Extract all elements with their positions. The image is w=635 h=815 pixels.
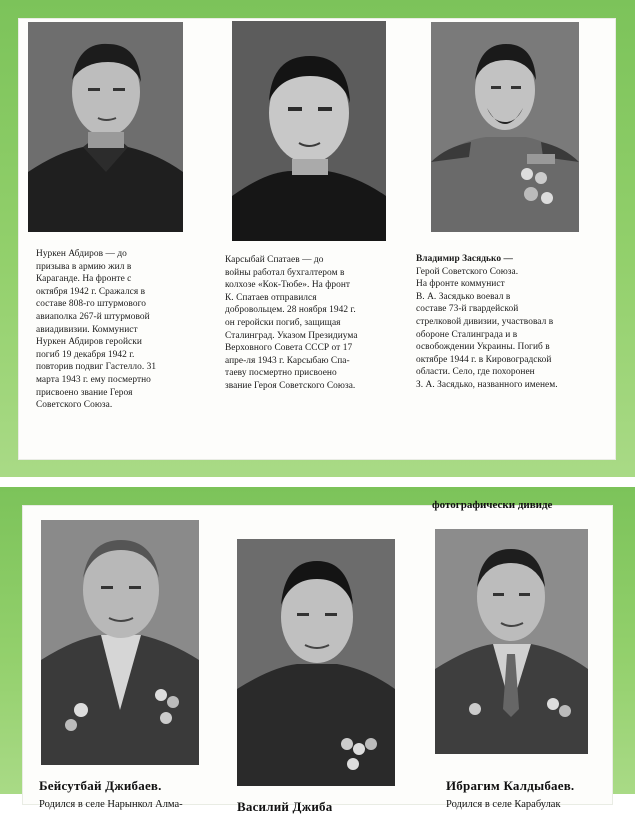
caption-zasyadko: Герой Советского Союза. На фронте коммунист В. А. Засядько воевал в составе 73-й гвардейской стрелковой дивизии, участвовал в обороне Сталинграда и в освобождении Украины. Погиб в октябре 1944 г. в Кировоградской области. Село, где похоронен З. А. Засядько, названного именем. (416, 266, 558, 390)
name-dzhibaev: Бейсутбай Джибаев. (39, 778, 162, 793)
portrait-zasyadko-image (431, 22, 579, 232)
top-sheet (18, 18, 616, 460)
bottom-panel (0, 487, 635, 814)
header-cut-text: фотографически дивиде (432, 499, 553, 511)
portrait-vasily (237, 539, 395, 786)
bio-dzhibaev-cut: Родился в селе Нарынкол Алма- (39, 799, 183, 810)
portrait-zasyadko (431, 22, 579, 232)
caption-zasyadko-block (416, 253, 611, 392)
name-vasily: Василий Джиба (237, 799, 333, 814)
portrait-abdirov (28, 22, 183, 232)
portrait-kaldybaev-image (435, 529, 588, 754)
portrait-spataev (232, 21, 386, 241)
name-kaldybaev: Ибрагим Калдыбаев. (446, 778, 575, 793)
portrait-dzhibaev-image (41, 520, 199, 765)
portrait-dzhibaev (41, 520, 199, 765)
portrait-spataev-image (232, 21, 386, 241)
bio-kaldybaev-cut: Родился в селе Карабулак (446, 799, 561, 810)
caption-zasyadko-name: Владимир Засядько — (416, 254, 513, 264)
caption-abdirov: Нуркен Абдиров — до призыва в армию жил в Караганде. На фронте с октября 1942 г. Сражался в составе 808-го штурмового авиаполка 267-й штурмовой авиадивизии. Коммунист Нуркен Абдиров геройски погиб 19 декабря 1942 г. повторив подвиг Гастелло. 31 марта 1943 г. ему посмертно присвоено звание Героя Советского Союза. (36, 249, 157, 411)
portrait-kaldybaev (435, 529, 588, 754)
caption-spataev: Карсыбай Спатаев — до войны работал бухгалтером в колхозе «Кок-Тюбе». На фронт К. Спатаев отправился добровольцем. 28 ноября 1942 г. он геройски погиб, защищая Сталинград. Указом Президиума Верховного Совета СССР от 17 апре-ля 1943 г. Карсыбаю Спа- таеву посмертно присвоено звание Героя Советского Союза. (225, 255, 358, 391)
portrait-vasily-image (237, 539, 395, 786)
bottom-sheet (22, 499, 613, 814)
portrait-abdirov-image (28, 22, 183, 232)
